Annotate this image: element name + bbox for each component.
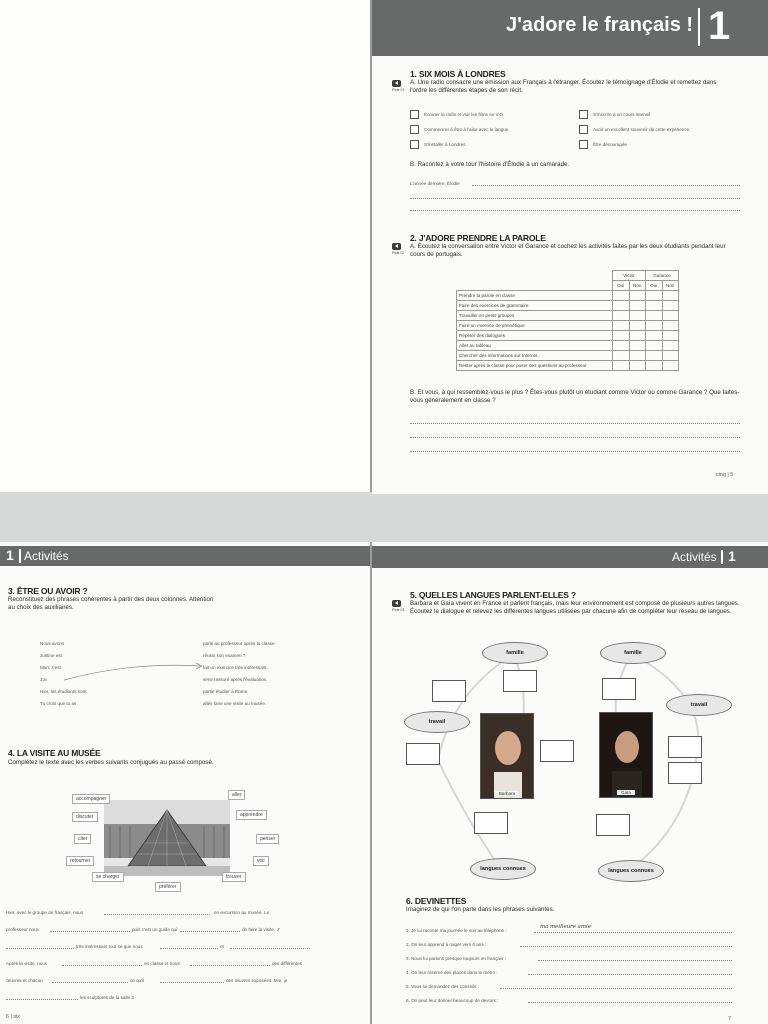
table-cell[interactable] <box>613 351 630 361</box>
text-fragment: ce qu'il <box>130 978 145 983</box>
ex1-item: Commencer à être à l'aise avec la langue <box>424 127 509 132</box>
language-box[interactable] <box>668 762 702 784</box>
table-cell[interactable] <box>662 341 679 351</box>
text-fragment: Hier, avec le groupe de français, nous <box>6 910 84 915</box>
table-cell[interactable] <box>629 321 646 331</box>
table-cell[interactable] <box>662 361 679 371</box>
table-cell[interactable] <box>662 311 679 321</box>
chapter-header-band <box>372 0 768 56</box>
riddle-line: 4. On leur réserve des places dans le métro : <box>406 970 498 975</box>
audio-label: Piste 01 <box>392 88 405 92</box>
verb-box: se charger <box>92 872 124 882</box>
verb-box: aller <box>228 790 245 800</box>
page-footer: 6 | six <box>6 1014 20 1020</box>
table-cell[interactable] <box>629 351 646 361</box>
text-fragment: en excursion au musée. Le <box>214 910 270 915</box>
band-divider <box>721 550 723 564</box>
table-row-label: Aller au tableau <box>457 341 613 351</box>
table-row-label: Prendre la parole en classe <box>457 291 613 301</box>
page-footer: 7 <box>728 1016 731 1022</box>
audio-track-3[interactable] <box>392 600 403 612</box>
answer-line[interactable] <box>410 437 740 438</box>
table-cell[interactable] <box>613 341 630 351</box>
portrait-illustration <box>481 714 534 799</box>
band-number: 1 <box>728 548 736 564</box>
bubble-famille-left: famille <box>482 642 548 664</box>
audio-label: Piste 03 <box>392 608 405 612</box>
table-cell[interactable] <box>662 291 679 301</box>
band-number: 1 <box>6 547 14 563</box>
ex3-left-item: J'ai <box>40 677 47 682</box>
ex4-title: 4. LA VISITE AU MUSÉE <box>8 748 101 758</box>
ex1-item: Être découragée <box>593 142 627 147</box>
language-box[interactable] <box>668 736 702 758</box>
col-garance: Garance <box>646 271 679 281</box>
ex3-title: 3. ÊTRE OU AVOIR ? <box>8 586 88 596</box>
blank-field[interactable] <box>104 914 210 915</box>
table-cell[interactable] <box>629 361 646 371</box>
blank-field[interactable] <box>160 982 224 983</box>
bubble-langues-right: langues connues <box>598 860 664 882</box>
text-fragment: et <box>220 944 224 949</box>
text-fragment: œuvres et chacun <box>6 978 43 983</box>
verb-box: apprendre <box>236 810 267 820</box>
checkbox[interactable] <box>410 110 419 119</box>
photo-gaia <box>599 712 653 798</box>
language-box[interactable] <box>432 680 466 702</box>
text-fragment: les sculptures de la salle 3. <box>80 995 136 1000</box>
match-arrow <box>60 660 210 700</box>
ex3-left-item: Hier, les étudiants sont <box>40 689 87 694</box>
blank-field[interactable] <box>180 931 240 932</box>
table-cell[interactable] <box>646 311 663 321</box>
col-non: Non <box>662 281 679 291</box>
blank-field[interactable] <box>6 948 74 949</box>
gap-strip <box>0 492 768 542</box>
ex6-instruction: Imaginez de qui l'on parle dans les phrases suivantes. <box>406 906 555 913</box>
handwritten-answer: ma meilleure amie <box>540 924 591 930</box>
col-oui: Oui <box>613 281 630 291</box>
band-divider <box>19 549 21 563</box>
page-seven <box>372 542 768 1024</box>
answer-line[interactable] <box>538 960 732 961</box>
blank-field[interactable] <box>230 948 310 949</box>
ex1-item: S'inscrire à un cours intensif <box>593 112 651 117</box>
ex3-right-item: fait un exercice très intéressant. <box>203 665 268 670</box>
ex1-item: S'installer à Londres <box>424 142 466 147</box>
ex1-instruction-b: B. Racontez à votre tour l'histoire d'Élodie à un camarade. <box>410 161 570 168</box>
verb-box: citer <box>74 834 91 844</box>
verb-box: préférer <box>155 882 181 892</box>
table-cell[interactable] <box>613 321 630 331</box>
checkbox[interactable] <box>579 110 588 119</box>
answer-line[interactable] <box>520 946 732 947</box>
louvre-photo <box>104 800 230 876</box>
ex6-title: 6. DEVINETTES <box>406 896 467 906</box>
verb-box: discuter <box>72 812 98 822</box>
activities-table <box>456 270 679 371</box>
answer-line[interactable] <box>410 210 740 211</box>
text-fragment: de faire la visite. J' <box>242 927 280 932</box>
riddle-line: 5. Vous lui demandez des conseils : <box>406 984 480 989</box>
table-cell[interactable] <box>662 331 679 341</box>
answer-line[interactable] <box>528 974 732 975</box>
verb-box: retourner <box>66 856 94 866</box>
table-cell[interactable] <box>629 331 646 341</box>
ex1-title: 1. SIX MOIS À LONDRES <box>410 69 506 79</box>
pyramid-illustration <box>104 800 230 876</box>
blank-field[interactable] <box>62 965 142 966</box>
ex4-instruction: Complétez le texte avec les verbes suivants conjugués au passé composé. <box>8 759 214 766</box>
ex1-instruction-a: A. Une radio consacre une émission aux Français à l'étranger. Écoutez le témoignage d'Élodie et remettez dans l'ordre les différentes étapes de son récit. <box>410 79 717 94</box>
chapter-number: 1 <box>708 4 731 48</box>
name-gaia: Gaïa <box>617 790 635 795</box>
speaker-icon <box>392 80 401 87</box>
table-cell[interactable] <box>646 341 663 351</box>
blank-field[interactable] <box>6 999 78 1000</box>
riddle-line: 2. On leur apprend à nager vers 6 ans : <box>406 942 487 947</box>
ex1-item: Écouter la radio et voir les films en V.O. <box>424 112 505 117</box>
audio-label: Piste 02 <box>392 251 405 255</box>
table-cell[interactable] <box>646 321 663 331</box>
verb-box: trouver <box>222 872 246 882</box>
bubble-travail-right: travail <box>666 694 732 716</box>
checkbox[interactable] <box>579 140 588 149</box>
table-cell[interactable] <box>646 361 663 371</box>
language-box[interactable] <box>596 814 630 836</box>
table-cell[interactable] <box>629 291 646 301</box>
text-fragment: des œuvres exposées. Moi, je <box>226 978 288 983</box>
audio-track-2[interactable] <box>392 243 403 255</box>
checkbox[interactable] <box>410 140 419 149</box>
table-cell[interactable] <box>646 351 663 361</box>
riddle-line: 1. Je lui raconte ma journée le soir au téléphone : <box>406 928 507 933</box>
riddle-line: 3. Nous lui parlons presque toujours en français : <box>406 956 506 961</box>
checkbox[interactable] <box>410 125 419 134</box>
activities-header-band <box>372 546 768 568</box>
blank-field[interactable] <box>52 982 128 983</box>
table-cell[interactable] <box>613 361 630 371</box>
ex3-left-item: Justine est <box>40 653 62 658</box>
table-cell[interactable] <box>613 311 630 321</box>
table-cell[interactable] <box>662 351 679 361</box>
table-row-label: Rester après la classe pour poser des questions au professeur <box>457 361 613 371</box>
table-cell[interactable] <box>646 291 663 301</box>
bubble-langues-left: langues connues <box>470 858 536 880</box>
answer-line[interactable] <box>410 198 740 199</box>
ex3-right-item: allés faire une visite au musée. <box>203 701 267 706</box>
chapter-title: J'adore le français ! <box>506 14 694 36</box>
table-row-label: Chercher des informations sur Internet <box>457 351 613 361</box>
table-row-label: Répéter des dialogues <box>457 331 613 341</box>
col-oui: Oui <box>646 281 663 291</box>
text-fragment: en classe et nous <box>144 961 180 966</box>
photo-barbara <box>480 713 534 799</box>
answer-line[interactable] <box>472 185 740 186</box>
table-cell[interactable] <box>629 341 646 351</box>
verb-box: accompagner <box>72 794 110 804</box>
page-five <box>372 0 768 494</box>
band-label: Activités <box>672 550 717 564</box>
ex1-item: Avoir un excellent souvenir de cette expérience <box>593 127 690 132</box>
ex2-instruction-a: A. Écoutez la conversation entre Victor et Garance et cochez les activités faites par les deux étudiants pendant leur cours de portugais. <box>410 243 726 258</box>
portrait-illustration <box>600 713 653 798</box>
language-box[interactable] <box>503 670 537 692</box>
verb-box: penser <box>256 834 279 844</box>
col-non: Non <box>629 281 646 291</box>
name-barbara: Barbara <box>495 791 519 796</box>
blank-page <box>0 0 370 492</box>
language-box[interactable] <box>540 740 574 762</box>
ex3-right-item: senti rassuré après l'évaluation. <box>203 677 268 682</box>
blank-field[interactable] <box>190 965 270 966</box>
table-cell[interactable] <box>646 301 663 311</box>
table-cell[interactable] <box>613 301 630 311</box>
speaker-icon <box>392 600 401 607</box>
speaker-icon <box>392 243 401 250</box>
answer-line[interactable] <box>410 423 740 424</box>
riddle-line: 6. On peut leur donner beaucoup de devoirs : <box>406 998 499 1003</box>
ex1-answer-start: L'année dernière, Élodie <box>410 181 460 186</box>
answer-line[interactable] <box>528 1002 732 1003</box>
table-cell[interactable] <box>662 321 679 331</box>
ex3-right-item: parlé au professeur après la classe. <box>203 641 276 646</box>
table-row-label: Faire des exercices de grammaire <box>457 301 613 311</box>
verb-box: voir <box>253 856 269 866</box>
text-fragment: des différentes <box>272 961 303 966</box>
table-cell[interactable] <box>646 331 663 341</box>
col-victor: Victor <box>613 271 646 281</box>
ex3-right-item: réussi son examen ? <box>203 653 246 658</box>
band-label: Activités <box>24 549 69 563</box>
table-cell[interactable] <box>613 291 630 301</box>
answer-line[interactable] <box>500 988 732 989</box>
ex3-instruction: Reconstituez des phrases cohérentes à partir des deux colonnes. Attention au choix des auxiliaires. <box>8 596 214 611</box>
text-fragment: puis c'est un guide qui <box>132 927 178 932</box>
ex3-left-item: Nous avons <box>40 641 65 646</box>
answer-line[interactable] <box>534 932 732 933</box>
table-cell[interactable] <box>629 311 646 321</box>
text-fragment: Après la visite, nous <box>6 961 48 966</box>
activities-header-band <box>0 546 370 566</box>
blank-field[interactable] <box>50 931 130 932</box>
table-row-label: Travailler en petits groupes <box>457 311 613 321</box>
table-cell[interactable] <box>629 301 646 311</box>
ex2-instruction-b: B. Et vous, à qui ressemblez-vous le plus ? Êtes-vous plutôt un étudiant comme Victor ou comme Garance ? Que faites-vous généralement en classe ? <box>410 389 740 404</box>
table-row-label: Faire un exercice de phonétique <box>457 321 613 331</box>
table-cell[interactable] <box>613 331 630 341</box>
ex5-instruction: Barbara et Gaïa vivent en France et parlent français, mais leur environnement est composé de plusieurs autres langues. Écoutez le dialogue et relevez les différentes langues utilisées par chacune afin de compléter leur réseau de langues. <box>410 600 740 615</box>
bubble-famille-right: famille <box>600 642 666 664</box>
table-cell[interactable] <box>662 301 679 311</box>
ex3-left-item: Marc s'est <box>40 665 61 670</box>
bubble-travail-left: travail <box>404 711 470 733</box>
language-box[interactable] <box>406 743 440 765</box>
ex2-title: 2. J'ADORE PRENDRE LA PAROLE <box>410 233 546 243</box>
blank-field[interactable] <box>160 948 218 949</box>
text-fragment: très intéressant tout ce que nous <box>76 944 143 949</box>
answer-line[interactable] <box>410 451 740 452</box>
chapter-divider <box>698 8 700 46</box>
ex3-right-item: partie étudier à Rome. <box>203 689 249 694</box>
checkbox[interactable] <box>579 125 588 134</box>
page-six <box>0 542 370 1024</box>
language-box[interactable] <box>474 812 508 834</box>
text-fragment: professeur nous <box>6 927 39 932</box>
audio-track-1[interactable] <box>392 80 403 92</box>
language-box[interactable] <box>602 678 636 700</box>
ex5-title: 5. QUELLES LANGUES PARLENT-ELLES ? <box>410 590 576 600</box>
page-footer: cinq | 5 <box>716 472 734 478</box>
ex3-left-item: Tu crois que tu as <box>40 701 77 706</box>
